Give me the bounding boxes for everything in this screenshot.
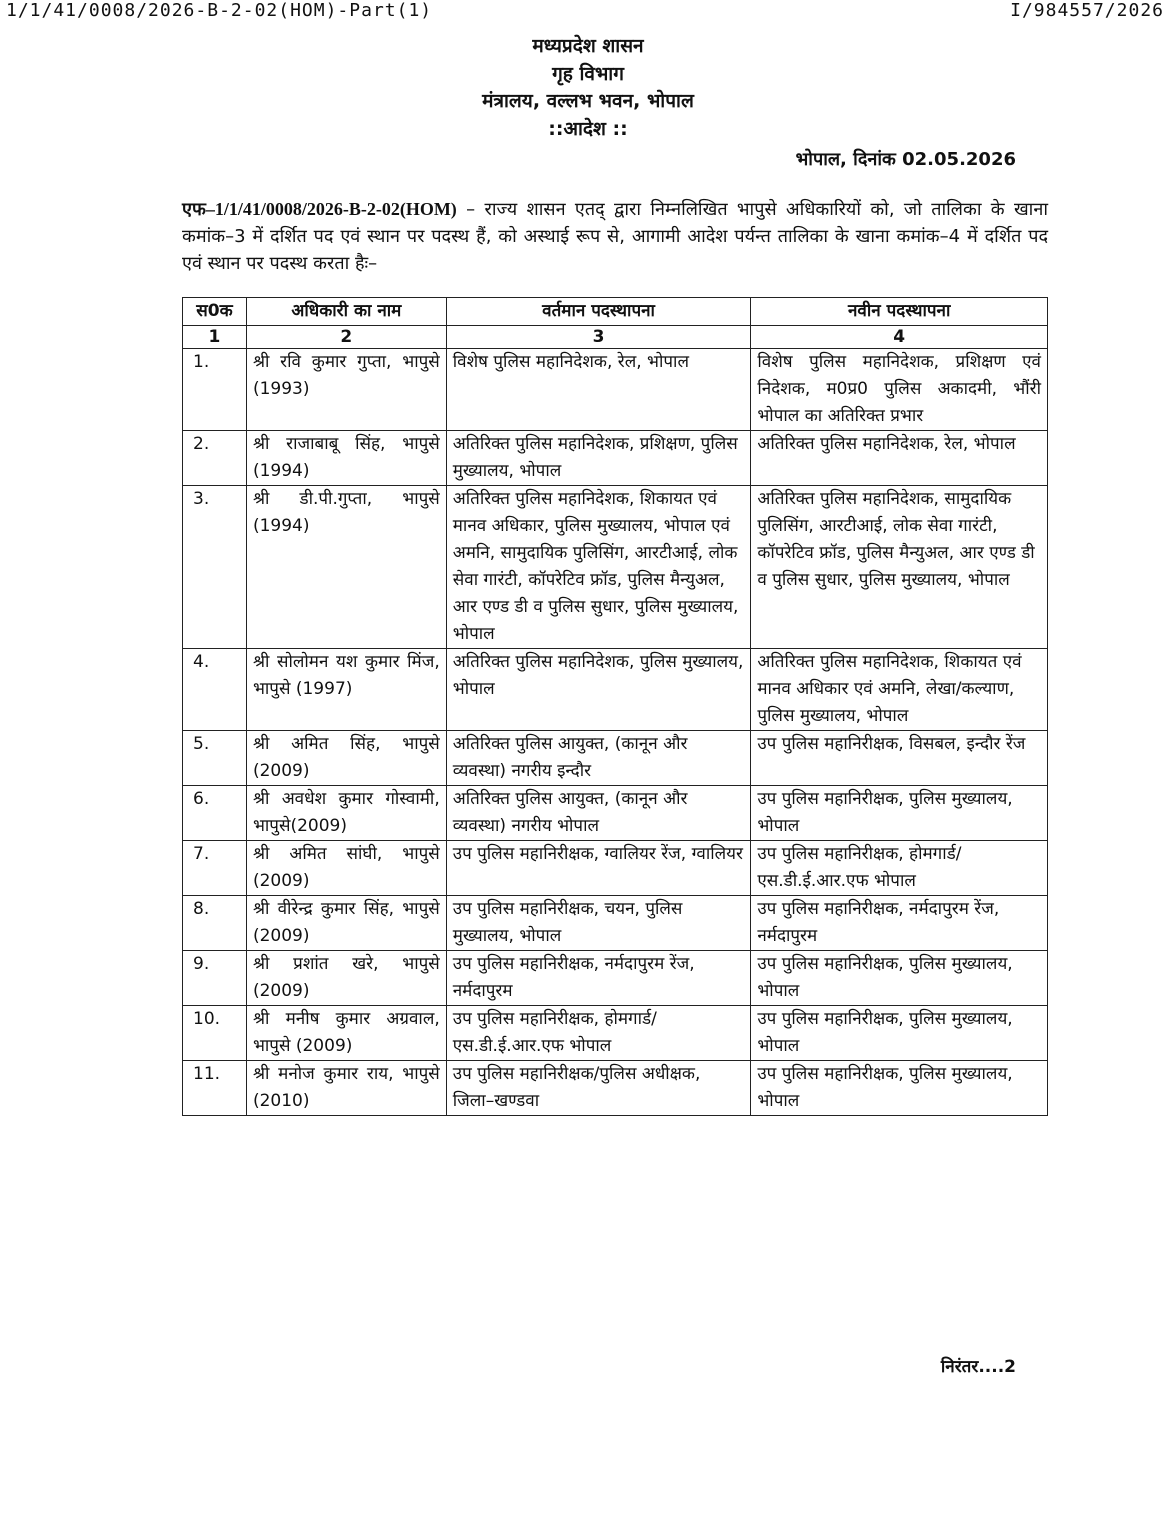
table-row (183, 951, 1048, 1006)
serial-number: 11. (183, 1061, 247, 1116)
column-number-row (183, 326, 1048, 349)
officer-name: श्री वीरेन्द्र कुमार सिंह, भापुसे (2009) (246, 896, 446, 951)
new-posting: उप पुलिस महानिरीक्षक, होमगार्ड/एस.डी.ई.आर.एफ भोपाल (751, 841, 1048, 896)
column-number: 2 (246, 326, 446, 349)
current-posting: उप पुलिस महानिरीक्षक, नर्मदापुरम रेंज, नर्मदापुरम (446, 951, 751, 1006)
new-posting: उप पुलिस महानिरीक्षक, पुलिस मुख्यालय, भोपाल (751, 786, 1048, 841)
serial-number: 3. (183, 486, 247, 649)
officer-name: श्री रवि कुमार गुप्ता, भापुसे (1993) (246, 349, 446, 431)
table-row (183, 1006, 1048, 1061)
serial-number: 9. (183, 951, 247, 1006)
receipt-number: I/984557/2026 (1010, 0, 1164, 21)
new-posting: उप पुलिस महानिरीक्षक, पुलिस मुख्यालय, भोपाल (751, 1061, 1048, 1116)
officer-name: श्री सोलोमन यश कुमार मिंज, भापुसे (1997) (246, 649, 446, 731)
officer-name: श्री अमित सिंह, भापुसे (2009) (246, 731, 446, 786)
new-posting: अतिरिक्त पुलिस महानिदेशक, शिकायत एवं मानव अधिकार एवं अमनि, लेखा/कल्याण, पुलिस मुख्यालय, भोपाल (751, 649, 1048, 731)
new-posting: विशेष पुलिस महानिदेशक, प्रशिक्षण एवं निदेशक, म0प्र0 पुलिस अकादमी, भौंरी भोपाल का अतिरिक्त प्रभार (751, 349, 1048, 431)
new-posting: उप पुलिस महानिरीक्षक, पुलिस मुख्यालय, भोपाल (751, 1006, 1048, 1061)
serial-number: 8. (183, 896, 247, 951)
order-heading: ::आदेश :: (548, 117, 628, 140)
department-name: गृह विभाग (552, 62, 624, 85)
order-number: एफ–1/1/41/0008/2026-B-2-02(HOM) (182, 199, 457, 219)
current-posting: अतिरिक्त पुलिस आयुक्त, (कानून और व्यवस्था) नगरीय भोपाल (446, 786, 751, 841)
order-text: – राज्य शासन एतद् द्वारा निम्नलिखित भापुसे अधिकारियों को, जो तालिका के खाना कमांक–3 में दर्शित पद एवं स्थान पर पदस्थ हैं, को अस्थाई रूप से, आगामी आदेश पर्यन्त तालिका के खाना कमांक–4 में दर्शित पद एवं स्थान पर पदस्थ करता हैः– (182, 199, 1048, 274)
officer-name: श्री राजाबाबू सिंह, भापुसे (1994) (246, 431, 446, 486)
current-posting: उप पुलिस महानिरीक्षक/पुलिस अधीक्षक, जिला–खण्डवा (446, 1061, 751, 1116)
current-posting: विशेष पुलिस महानिदेशक, रेल, भोपाल (446, 349, 751, 431)
current-posting: उप पुलिस महानिरीक्षक, चयन, पुलिस मुख्यालय, भोपाल (446, 896, 751, 951)
header-officer-name: अधिकारी का नाम (246, 298, 446, 326)
table-row (183, 649, 1048, 731)
header-new-posting: नवीन पदस्थापना (751, 298, 1048, 326)
current-posting: अतिरिक्त पुलिस महानिदेशक, प्रशिक्षण, पुलिस मुख्यालय, भोपाल (446, 431, 751, 486)
officer-name: श्री प्रशांत खरे, भापुसे (2009) (246, 951, 446, 1006)
serial-number: 2. (183, 431, 247, 486)
header-current-posting: वर्तमान पदस्थापना (446, 298, 751, 326)
serial-number: 5. (183, 731, 247, 786)
officer-name: श्री अवधेश कुमार गोस्वामी, भापुसे(2009) (246, 786, 446, 841)
table-row (183, 431, 1048, 486)
officer-name: श्री अमित सांघी, भापुसे (2009) (246, 841, 446, 896)
officer-name: श्री मनीष कुमार अग्रवाल, भापुसे (2009) (246, 1006, 446, 1061)
header-serial: स0क (183, 298, 247, 326)
file-reference-number: 1/1/41/0008/2026-B-2-02(HOM)-Part(1) (6, 0, 433, 21)
table-row (183, 841, 1048, 896)
table-row (183, 349, 1048, 431)
current-posting: अतिरिक्त पुलिस महानिदेशक, शिकायत एवं मानव अधिकार, पुलिस मुख्यालय, भोपाल एवं अमनि, सामुदायिक पुलिसिंग, आरटीआई, लोक सेवा गारंटी, कॉपरेटिव फ्रॉड, पुलिस मैन्युअल, आर एण्ड डी व पुलिस सुधार, पुलिस मुख्यालय, भोपाल (446, 486, 751, 649)
column-number: 3 (446, 326, 751, 349)
new-posting: अतिरिक्त पुलिस महानिदेशक, रेल, भोपाल (751, 431, 1048, 486)
current-posting: अतिरिक्त पुलिस आयुक्त, (कानून और व्यवस्था) नगरीय इन्दौर (446, 731, 751, 786)
document-reference-bar (0, 0, 1176, 26)
current-posting: उप पुलिस महानिरीक्षक, होमगार्ड/एस.डी.ई.आर.एफ भोपाल (446, 1006, 751, 1061)
posting-table (182, 297, 1048, 1116)
new-posting: उप पुलिस महानिरीक्षक, विसबल, इन्दौर रेंज (751, 731, 1048, 786)
serial-number: 6. (183, 786, 247, 841)
continued-note: निरंतर....2 (940, 1357, 1016, 1377)
officer-name: श्री मनोज कुमार राय, भापुसे (2010) (246, 1061, 446, 1116)
table-row (183, 731, 1048, 786)
order-paragraph (182, 196, 1048, 277)
column-number: 4 (751, 326, 1048, 349)
new-posting: उप पुलिस महानिरीक्षक, नर्मदापुरम रेंज, नर्मदापुरम (751, 896, 1048, 951)
current-posting: उप पुलिस महानिरीक्षक, ग्वालियर रेंज, ग्वालियर (446, 841, 751, 896)
government-name: मध्यप्रदेश शासन (532, 35, 644, 57)
table-row (183, 486, 1048, 649)
table-row (183, 1061, 1048, 1116)
serial-number: 4. (183, 649, 247, 731)
current-posting: अतिरिक्त पुलिस महानिदेशक, पुलिस मुख्यालय, भोपाल (446, 649, 751, 731)
new-posting: उप पुलिस महानिरीक्षक, पुलिस मुख्यालय, भोपाल (751, 951, 1048, 1006)
table-header-row (183, 298, 1048, 326)
column-number: 1 (183, 326, 247, 349)
new-posting: अतिरिक्त पुलिस महानिदेशक, सामुदायिक पुलिसिंग, आरटीआई, लोक सेवा गारंटी, कॉपरेटिव फ्रॉड, पुलिस मैन्युअल, आर एण्ड डी व पुलिस सुधार, पुलिस मुख्यालय, भोपाल (751, 486, 1048, 649)
serial-number: 7. (183, 841, 247, 896)
table-row (183, 786, 1048, 841)
place-and-date: भोपाल, दिनांक 02.05.2026 (795, 149, 1016, 170)
office-address: मंत्रालय, वल्लभ भवन, भोपाल (482, 90, 694, 112)
serial-number: 10. (183, 1006, 247, 1061)
serial-number: 1. (183, 349, 247, 431)
table-row (183, 896, 1048, 951)
officer-name: श्री डी.पी.गुप्ता, भापुसे (1994) (246, 486, 446, 649)
letterhead (0, 33, 1176, 143)
